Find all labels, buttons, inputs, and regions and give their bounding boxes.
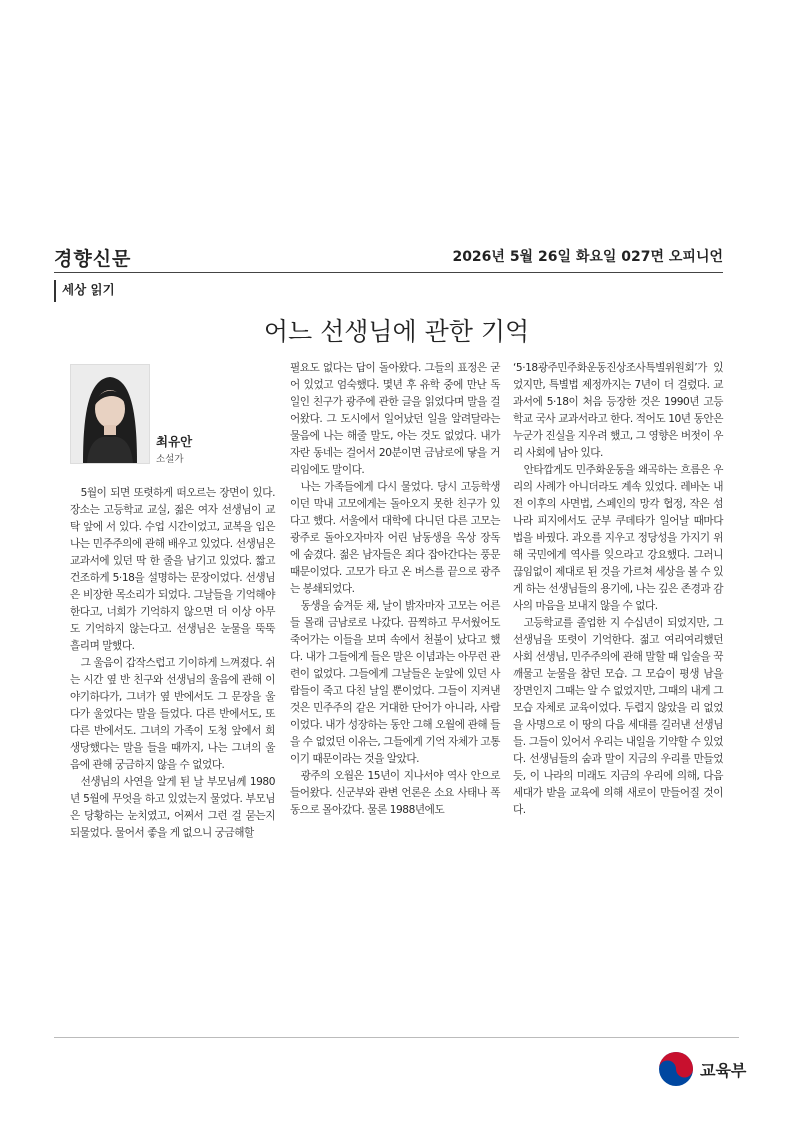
article-headline: 어느 선생님에 관한 기억 [263, 317, 530, 346]
header-rule [54, 272, 723, 273]
section-label: 세상 읽기 [62, 282, 115, 297]
article-column-2 [290, 360, 500, 819]
article-paragraph: 선생님의 사연을 알게 된 날 부모님께 1980년 5월에 무엇을 하고 있었는지 물었다. 부모님은 당황하는 눈치였고, 어쩌서 그런 걸 묻는지 되물었다. 물어서 좋을 게 없으니 궁금해할 [70, 776, 275, 839]
taegeuk-emblem-icon [658, 1051, 694, 1087]
article-paragraph: 광주의 오월은 15년이 지나서야 역사 안으로 들어왔다. 신군부와 관변 언론은 소요 사태나 폭동으로 몰아갔다. 물론 1988년에도 [290, 770, 500, 816]
newspaper-masthead: 경향신문 [54, 248, 132, 270]
article-paragraph: 그 울음이 갑작스럽고 기이하게 느껴졌다. 쉬는 시간 옆 반 친구와 선생님의 울음에 관해 이야기하다가, 그녀가 옆 반에서도 그 문장을 울다가 울었다는 말을 들었다. 다른 반에서도, 또 다른 반에서도. 그녀의 가족이 도청 앞에서 희생당했다는 말을 들을 때까지, 나는 그녀의 울음에 관해 궁금하지 않을 수 없었다. [70, 657, 275, 771]
article-paragraph: 필요도 없다는 답이 돌아왔다. 그들의 표정은 굳어 있었고 엄숙했다. 몇년 후 유학 중에 만난 독일인 친구가 광주에 관한 글을 읽었다며 말을 걸어왔다. 그 도시에서 일어났던 일을 알려달라는 물음에 나는 해줄 말도, 아는 것도 없었다. 내가 자란 동네는 걸어서 20분이면 금남로에 닿을 거리임에도 말이다. [290, 362, 500, 476]
author-name: 최유안 [156, 434, 193, 449]
author-photo [70, 364, 150, 464]
article-paragraph: 동생을 숨겨둔 채, 날이 밝자마자 고모는 어른들 몰래 금남로로 나갔다. 끔찍하고 무서웠어도 죽어가는 이들을 보며 속에서 천불이 났다고 했다. 내가 그들에게 들은 말은 이념과는 아무런 관련이 없었다. 그들에게 그날들은 눈앞에 있던 사람들이 죽고 다친 날일 뿐이었다. 그들이 지켜낸 것은 민주주의 같은 거대한 단어가 아니라, 사람이었다. 내가 성장하는 동안 그해 오월에 관해 들을 수 없었던 이유는, 그들에게 기억 자체가 고통이기 때문이라는 것을 알았다. [290, 600, 500, 765]
footer-rule [54, 1037, 739, 1038]
article-paragraph: ‘5·18광주민주화운동진상조사특별위원회’가 있었지만, 특별법 제정까지는 7년이 더 걸렸다. 교과서에 5·18이 처음 등장한 것은 1990년 고등학교 국사 교과서라고 한다. 적어도 10년 동안은 누군가 진실을 지우려 했고, 그 영향은 버젓이 우리 사회에 남아 있다. [513, 362, 723, 459]
article-paragraph: 5월이 되면 또렷하게 떠오르는 장면이 있다. 장소는 고등학교 교실, 젊은 여자 선생님이 교탁 앞에 서 있다. 수업 시간이었고, 교복을 입은 나는 민주주의에 관해 배우고 있었다. 선생님은 교과서에 있던 딱 한 줄을 남기고 있었다. 짧고 건조하게 5·18을 설명하는 문장이었다. 선생님은 비장한 목소리가 되었다. 그날들을 기억해야 한다고, 너희가 기억하지 않으면 더 이상 아무도 기억하지 않는다고. 선생님은 눈물을 뚝뚝 흘리며 말했다. [70, 487, 275, 652]
article-paragraph: 나는 가족들에게 다시 물었다. 당시 고등학생이던 막내 고모에게는 돌아오지 못한 친구가 있다고 했다. 서울에서 대학에 다니던 다른 고모는 광주로 돌아오자마자 어린 남동생을 옥상 장독에 숨겼다. 젊은 남자들은 죄다 잡아간다는 풍문 때문이었다. 고모가 타고 온 버스를 끝으로 광주는 봉쇄되었다. [290, 481, 500, 595]
article-column-1 [70, 485, 275, 842]
ministry-logo-text: 교육부 [700, 1061, 747, 1080]
article-column-3 [513, 360, 723, 819]
author-role: 소설가 [156, 454, 184, 465]
article-paragraph: 안타깝게도 민주화운동을 왜곡하는 흐름은 우리의 사례가 아니더라도 계속 있었다. 레바논 내전 이후의 사면법, 스페인의 망각 협정, 작은 섬나라 피지에서도 군부 쿠데타가 일어날 때마다 법을 바꿨다. 과오를 지우고 정당성을 가지기 위해 국민에게 역사를 잊으라고 강요했다. 그러니 끊임없이 제대로 된 것을 가르쳐 세상을 볼 수 있게 하는 선생님들의 용기에, 나는 깊은 존경과 감사의 마음을 보내지 않을 수 없다. [513, 464, 723, 612]
article-paragraph: 고등학교를 졸업한 지 수십년이 되었지만, 그 선생님을 또렷이 기억한다. 젊고 여리여리했던 사회 선생님, 민주주의에 관해 말할 때 입술을 꾹 깨물고 눈물을 참던 모습. 그 모습이 평생 남을 장면인지 그때는 알 수 없었지만, 그때의 내게 그 모습 자체로 교육이었다. 두렵지 않았을 리 없었을 사명으로 이 땅의 다음 세대를 길러낸 선생님들. 그들이 있어서 우리는 내일을 기약할 수 있었다. 선생님들의 숨과 말이 지금의 우리를 만들었듯, 이 나라의 미래도 지금의 우리에 의해, 다음 세대가 받을 교육에 의해 새로이 만들어질 것이다. [513, 617, 723, 816]
publication-dateline: 2026년 5월 26일 화요일 027면 오피니언 [452, 249, 723, 265]
section-marker [54, 280, 56, 302]
